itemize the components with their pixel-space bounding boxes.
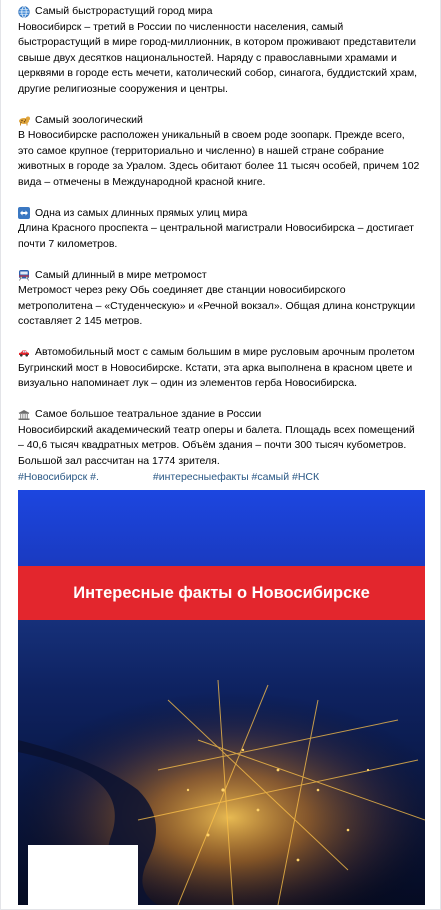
hashtags [18,471,319,483]
banner-title: Интересные факты о Новосибирске [73,583,370,602]
fact-line: церквями в городе есть мечети, католический собор, синагога, буддистский храм, [18,67,418,79]
left-right-arrow-icon [18,207,30,219]
fact-line: вида – отмечены в Международной красной книге. [18,175,266,188]
fact-line: метрополитена – «Студенческую» и «Речной вокзал». Общая длина конструкции [18,299,416,312]
fact-theatre [18,407,423,469]
classical-building-icon [18,409,30,421]
fact-heading [18,113,423,129]
fact-line: Бугринский мост в Новосибирске. Кстати, эта арка выполнена в красном цвете и [18,361,413,374]
title-banner [18,566,425,620]
post-text [18,4,423,485]
fact-line: почти 7 километров. [18,237,118,250]
fact-fastest-growing [18,4,423,97]
fact-line: Большой зал рассчитан на 1774 зрителя. [18,454,220,467]
fact-zoo [18,113,423,191]
fact-line: – 40,6 тысяч квадратных метров. Объём здания – почти 300 тысяч кубометров. [18,439,407,451]
fact-line: Новосибирский академический театр оперы и балета. Площадь всех помещений [18,423,415,436]
fact-line: быстрорастущий в мире город-миллионник, в котором проживают представители [18,36,416,48]
hashtag-link-novosibirsk[interactable]: #Новосибирск #. [18,471,99,483]
leopard-icon [18,114,30,126]
fact-line: свыше двух десятков национальностей. Наряду с православными храмами и [18,51,397,64]
fact-line: Автомобильный мост с самым большим в мире русловым арочным пролетом [35,346,415,358]
post-photo[interactable] [18,490,425,905]
fact-line: это самое крупное (территориально и численно) в нашей стране собрание [18,144,384,157]
fact-line: Новосибирск – третий в России по численности населения, самый [18,20,344,33]
fact-title: Самое большое театральное здание в России [35,408,262,420]
fact-line: составляет 2 145 метров. [18,315,143,327]
city-night-photo [18,490,425,905]
fact-heading [18,407,423,423]
fact-heading [18,206,423,222]
fact-metro-bridge [18,268,423,330]
hashtag-link-facts[interactable]: #интересныефакты #самый #НСК [152,471,320,483]
fact-line: Метромост через реку Обь соединяет две станции новосибирского [18,284,346,296]
fact-heading [18,268,423,284]
car-icon [18,347,30,359]
metro-train-icon [18,269,30,281]
fact-long-street [18,206,423,253]
fact-line: животных в городе за Уралом. Здесь обитают более 11 тысяч особей, причем 102 [18,160,420,172]
fact-line: В Новосибирске расположен уникальный в своем роде зоопарк. Прежде всего, [18,129,405,141]
globe-icon [18,6,30,18]
fact-line: визуально напоминает лук – один из элементов герба Новосибирска. [18,377,358,389]
fact-title: Самый быстрорастущий город мира [35,5,213,17]
fact-line: другие религиозные сооружения и центры. [18,82,228,95]
fact-heading [18,4,423,20]
fact-title: Самый длинный в мире метромост [35,268,207,281]
fact-title: Одна из самых длинных прямых улиц мира [35,206,248,219]
fact-road-bridge [18,345,423,392]
fact-line: Длина Красного проспекта – центральной магистрали Новосибирска – достигает [18,222,414,234]
fact-heading [18,345,423,361]
fact-title: Самый зоологический [35,113,143,126]
